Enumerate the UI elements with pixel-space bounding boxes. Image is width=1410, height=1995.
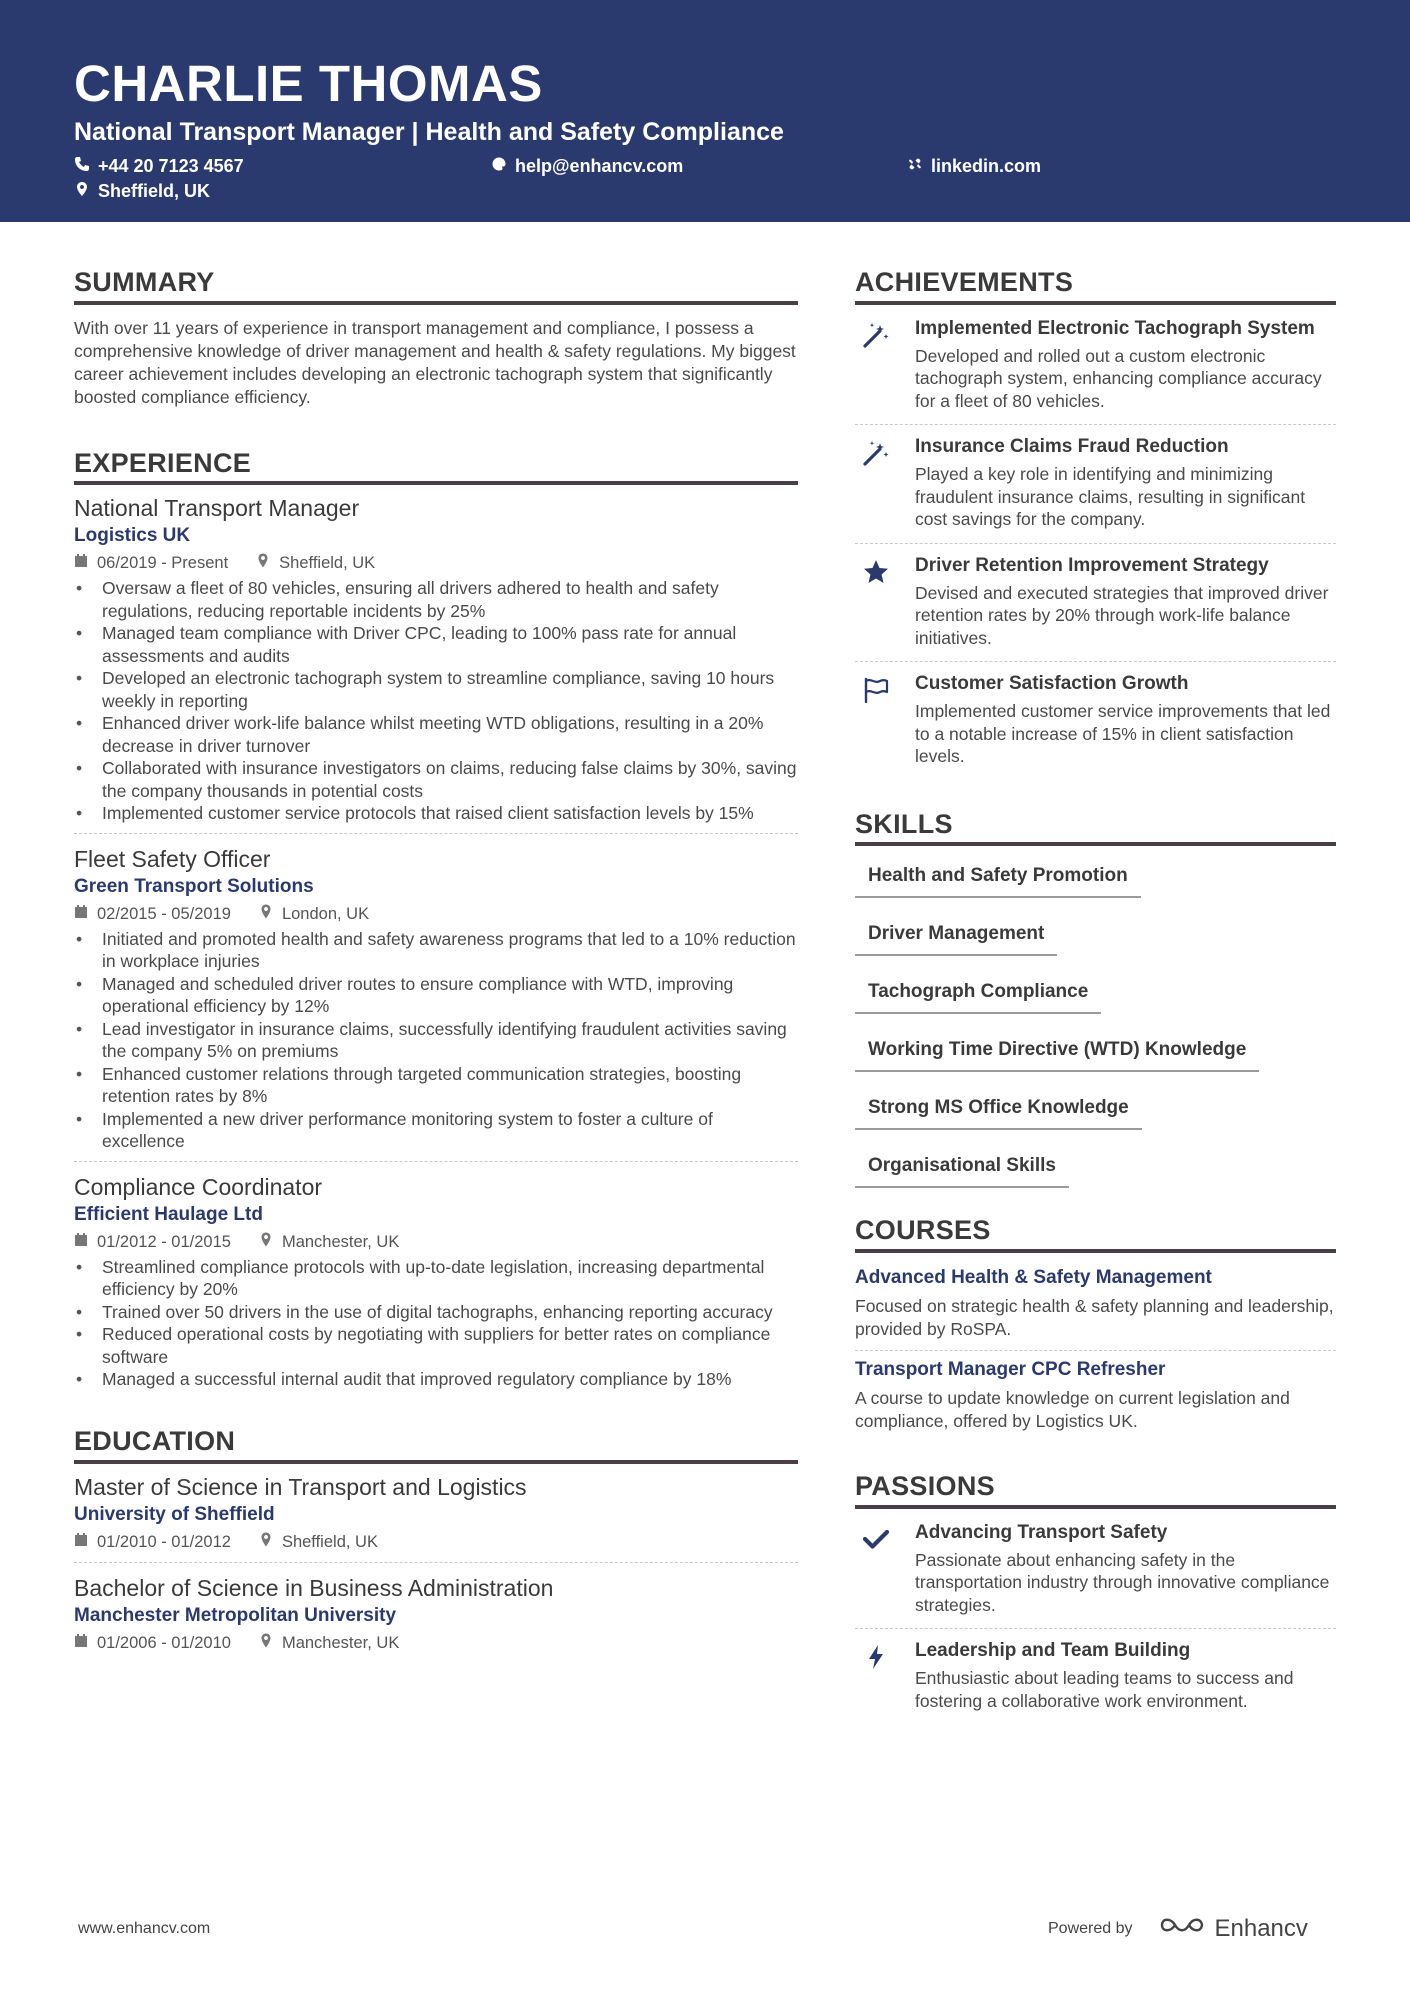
bullet-item: • Implemented customer service protocols that raised client satisfaction levels by 15% — [102, 802, 798, 825]
footer-website[interactable]: www.enhancv.com — [78, 1920, 211, 1937]
education-dates: 01/2006 - 01/2010 — [97, 1633, 231, 1652]
bullet-item: • Managed a successful internal audit that improved regulatory compliance by 18% — [102, 1368, 798, 1391]
phone-number: +44 20 7123 4567 — [98, 155, 244, 176]
location-pin-icon — [259, 1530, 273, 1554]
bullet-item: • Reduced operational costs by negotiating with suppliers for better rates on compliance software — [102, 1323, 798, 1368]
education-entry — [74, 1573, 798, 1663]
location-pin-icon — [259, 1230, 273, 1254]
location-text: Sheffield, UK — [98, 180, 211, 201]
calendar-icon — [74, 551, 88, 575]
job-entry — [74, 1172, 798, 1399]
magic-wand-icon — [855, 317, 897, 413]
passion-item — [855, 1511, 1336, 1630]
passion-description: Enthusiastic about leading teams to success and fostering a collaborative work environment. — [915, 1668, 1294, 1711]
skill-tag: Health and Safety Promotion — [855, 864, 1141, 898]
job-dates: 02/2015 - 05/2019 — [97, 904, 231, 923]
bullet-item: • Developed an electronic tachograph system to streamline compliance, saving 10 hours weekly in reporting — [102, 667, 798, 712]
passion-title: Leadership and Team Building — [915, 1640, 1191, 1662]
candidate-name: CHARLIE THOMAS — [74, 55, 543, 112]
skill-tag: Working Time Directive (WTD) Knowledge — [855, 1038, 1259, 1072]
education-entry — [74, 1472, 798, 1563]
bullet-item: • Initiated and promoted health and safety awareness programs that led to a 10% reduction in workplace injuries — [102, 928, 798, 973]
passion-title: Advancing Transport Safety — [915, 1521, 1168, 1543]
job-meta — [74, 902, 798, 926]
calendar-icon — [74, 902, 88, 926]
achievement-title: Implemented Electronic Tachograph System — [915, 317, 1315, 339]
job-meta — [74, 551, 798, 575]
education-section — [74, 1427, 798, 1663]
job-title: Compliance Coordinator — [74, 1173, 323, 1200]
skills-heading: SKILLS — [855, 810, 1336, 847]
email-contact[interactable] — [491, 156, 683, 175]
passion-description: Passionate about enhancing safety in the transportation industry through innovative compliance strategies. — [915, 1549, 1330, 1615]
job-dates: 01/2012 - 01/2015 — [97, 1232, 231, 1251]
job-meta — [74, 1230, 798, 1254]
magic-wand-icon — [855, 435, 897, 531]
achievements-heading: ACHIEVEMENTS — [855, 268, 1336, 305]
education-location: Manchester, UK — [281, 1633, 400, 1652]
experience-heading: EXPERIENCE — [74, 449, 798, 486]
job-company: Efficient Haulage Ltd — [74, 1203, 263, 1225]
achievement-title: Customer Satisfaction Growth — [915, 673, 1189, 695]
location-pin-icon — [259, 1631, 273, 1655]
star-icon — [855, 554, 897, 650]
bullet-item: • Streamlined compliance protocols with up-to-date legislation, increasing departmental efficiency by 20% — [102, 1256, 798, 1301]
job-company: Green Transport Solutions — [74, 875, 314, 897]
enhancv-logo-icon — [1159, 1914, 1205, 1943]
summary-section — [74, 268, 798, 409]
bullet-item: • Enhanced driver work-life balance whilst meeting WTD obligations, resulting in a 20% decrease in driver turnover — [102, 712, 798, 757]
education-meta — [74, 1631, 798, 1655]
education-meta — [74, 1530, 798, 1554]
passion-item — [855, 1629, 1336, 1724]
course-item — [855, 1259, 1336, 1351]
bullet-item: • Managed team compliance with Driver CPC, leading to 100% pass rate for annual assessments and audits — [102, 622, 798, 667]
phone-icon — [74, 156, 90, 175]
achievement-description: Implemented customer service improvements that led to a notable increase of 15% in client satisfaction levels. — [915, 701, 1331, 767]
achievement-title: Driver Retention Improvement Strategy — [915, 554, 1269, 576]
school-name: Manchester Metropolitan University — [74, 1604, 397, 1626]
experience-section — [74, 449, 798, 1399]
linkedin-link[interactable]: linkedin.com — [931, 155, 1042, 176]
bullet-item: • Lead investigator in insurance claims, successfully identifying fraudulent activities saving the company 5% on premiums — [102, 1018, 798, 1063]
footer-branding — [1048, 1914, 1308, 1943]
flag-icon — [855, 672, 897, 768]
brand-name: Enhancv — [1214, 1914, 1308, 1942]
email-link[interactable]: help@enhancv.com — [515, 155, 684, 176]
bullet-item: • Collaborated with insurance investigators on claims, reducing false claims by 30%, saving the company thousands in potential costs — [102, 757, 798, 802]
courses-section — [855, 1216, 1336, 1442]
bullet-item: • Implemented a new driver performance monitoring system to foster a culture of excellence — [102, 1108, 798, 1153]
job-company: Logistics UK — [74, 525, 191, 547]
location-pin-icon — [256, 551, 270, 575]
education-heading: EDUCATION — [74, 1427, 798, 1464]
achievement-item — [855, 544, 1336, 663]
candidate-title: National Transport Manager | Health and Safety Compliance — [74, 118, 784, 146]
phone-contact — [74, 156, 244, 175]
at-sign-icon — [491, 156, 507, 175]
job-title: Fleet Safety Officer — [74, 845, 271, 872]
calendar-icon — [74, 1230, 88, 1254]
job-location: London, UK — [281, 904, 370, 923]
linkedin-contact[interactable] — [907, 156, 1041, 175]
education-dates: 01/2010 - 01/2012 — [97, 1532, 231, 1551]
checkmark-icon — [855, 1521, 897, 1617]
bullet-item: • Trained over 50 drivers in the use of digital tachographs, enhancing reporting accuracy — [102, 1301, 798, 1324]
skill-tag: Strong MS Office Knowledge — [855, 1096, 1142, 1130]
bullet-item: • Enhanced customer relations through targeted communication strategies, boosting retention rates by 8% — [102, 1063, 798, 1108]
job-entry — [74, 844, 798, 1162]
job-entry — [74, 493, 798, 834]
job-location: Manchester, UK — [281, 1232, 400, 1251]
passions-section — [855, 1472, 1336, 1724]
location-pin-icon — [259, 902, 273, 926]
degree-title: Bachelor of Science in Business Administration — [74, 1574, 554, 1601]
achievement-description: Devised and executed strategies that improved driver retention rates by 20% through work-life balance initiatives. — [915, 582, 1329, 648]
job-dates: 06/2019 - Present — [97, 554, 229, 573]
school-name: University of Sheffield — [74, 1503, 275, 1525]
achievement-title: Insurance Claims Fraud Reduction — [915, 436, 1229, 458]
bullet-item: • Oversaw a fleet of 80 vehicles, ensuring all drivers adhered to health and safety regulations, reducing reportable incidents by 25% — [102, 577, 798, 622]
course-title: Transport Manager CPC Refresher — [855, 1359, 1166, 1381]
job-title: National Transport Manager — [74, 495, 360, 522]
job-bullets — [74, 1256, 798, 1391]
achievement-item — [855, 307, 1336, 426]
bullet-item: • Managed and scheduled driver routes to ensure compliance with WTD, improving operational efficiency by 12% — [102, 973, 798, 1018]
achievement-item — [855, 425, 1336, 544]
skill-tag: Organisational Skills — [855, 1154, 1069, 1188]
location-contact — [74, 181, 210, 200]
skill-tag: Tachograph Compliance — [855, 980, 1101, 1014]
achievement-description: Developed and rolled out a custom electronic tachograph system, enhancing compliance accuracy for a fleet of 80 vehicles. — [915, 345, 1322, 411]
course-title: Advanced Health & Safety Management — [855, 1267, 1212, 1289]
course-item — [855, 1351, 1336, 1442]
left-column — [74, 268, 798, 1673]
calendar-icon — [74, 1530, 88, 1554]
location-pin-icon — [74, 181, 90, 200]
brand-logo[interactable] — [1159, 1914, 1308, 1943]
job-bullets — [74, 928, 798, 1153]
link-icon — [907, 156, 923, 175]
achievement-item — [855, 662, 1336, 780]
summary-heading: SUMMARY — [74, 268, 798, 305]
course-description: A course to update knowledge on current legislation and compliance, offered by Logistics UK. — [855, 1388, 1290, 1431]
job-bullets — [74, 577, 798, 825]
calendar-icon — [74, 1631, 88, 1655]
job-location: Sheffield, UK — [279, 554, 376, 573]
course-description: Focused on strategic health & safety planning and leadership, provided by RoSPA. — [855, 1296, 1334, 1339]
skills-list — [855, 854, 1336, 1212]
lightning-icon — [855, 1639, 897, 1712]
summary-text: With over 11 years of experience in transport management and compliance, I possess a comprehensive knowledge of driver management and health & safety regulations. My biggest career achievement includes developing an electronic tachograph system that significantly boosted compliance efficiency. — [74, 317, 796, 407]
powered-by-label: Powered by — [1048, 1919, 1133, 1937]
education-location: Sheffield, UK — [281, 1532, 378, 1551]
courses-heading: COURSES — [855, 1216, 1336, 1253]
right-column — [855, 268, 1336, 1724]
passions-heading: PASSIONS — [855, 1472, 1336, 1509]
degree-title: Master of Science in Transport and Logistics — [74, 1473, 527, 1500]
skills-section — [855, 810, 1336, 1213]
skill-tag: Driver Management — [855, 922, 1057, 956]
resume-header — [0, 0, 1410, 222]
achievements-section — [855, 268, 1336, 780]
achievement-description: Played a key role in identifying and minimizing fraudulent insurance claims, resulting in significant cost savings for the company. — [915, 464, 1306, 530]
